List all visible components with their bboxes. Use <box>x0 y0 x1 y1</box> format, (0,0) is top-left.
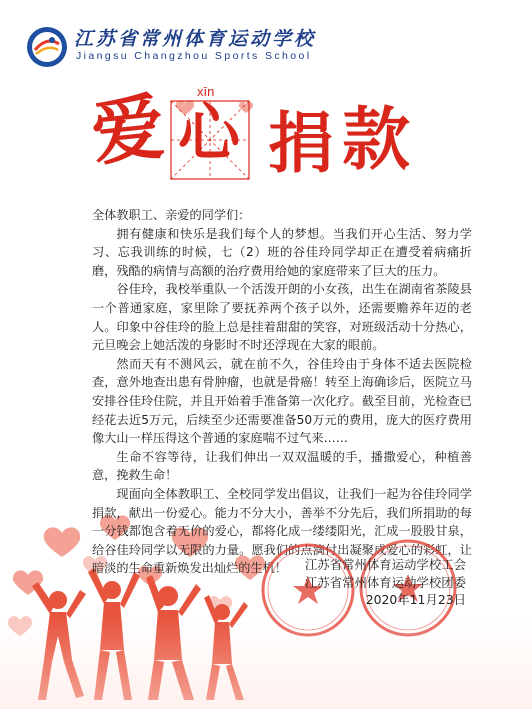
letter-paragraph-2: 谷佳玲，我校举重队一个活泼开朗的小女孩，出生在湖南省茶陵县一个普通家庭，家里除了要抚养两个孩子以外，还需要赡养年迈的老人。印象中谷佳玲的脸上总是挂着甜甜的笑容，对班级活动十分热心，元旦晚会上她活泼的身影时不时还浮现在大家的眼前。 <box>92 282 472 353</box>
signature-league: 江苏省常州体育运动学校团委 <box>304 574 466 590</box>
school-name-en: Jiangsu Changzhou Sports School <box>76 50 312 62</box>
letter-body <box>92 206 472 578</box>
letter-paragraph-5: 现面向全体教职工、全校同学发出倡议，让我们一起为谷佳玲同学捐款，献出一份爱心。能力不分大小，善举不分先后，我们所捐助的每一分钱都饱含着无价的爱心，都将化成一缕缕阳光，汇成一股股甘泉，给谷佳玲同学以无限的力量。愿我们的点滴付出凝聚成爱心的彩虹，让暗淡的生命重新焕发出灿烂的生机！ <box>92 486 472 576</box>
letter-paragraph-1: 拥有健康和快乐是我们每个人的梦想。当我们开心生活、努力学习、忘我训练的时候，七（2）班的谷佳玲同学却正在遭受着病痛折磨，残酷的病情与高额的治疗费用给她的家庭带来了巨大的压力。 <box>92 226 472 278</box>
title-char-ai: 爱 <box>87 83 169 176</box>
letter-paragraph-3: 然而天有不测风云，就在前不久，谷佳玲由于身体不适去医院检查，意外地查出患有骨肿瘤，也就是骨癌！转至上海确诊后，医院立马安排谷佳玲住院，并且开始着手准备第一次化疗。截至目前，光检查已经花去近5万元，后续至少还需要准备50万元的费用，庞大的医疗费用像大山一样压得这个普通的家庭喘不过气来…… <box>92 356 472 446</box>
title-char-juan: 捐 <box>268 104 334 182</box>
title-char-xin: 心 <box>178 96 241 169</box>
title-char-kuan: 款 <box>342 100 411 180</box>
school-name-cn: 江苏省常州体育运动学校 <box>74 28 317 50</box>
title-banner <box>87 83 432 186</box>
signature-date: 2020年11月23日 <box>365 592 466 608</box>
letter-greeting: 全体教职工、亲爱的同学们： <box>92 208 251 222</box>
signature-union: 江苏省常州体育运动学校工会 <box>304 557 466 572</box>
title-pinyin: xīn <box>197 84 215 99</box>
letter-paragraph-4: 生命不容等待，让我们伸出一双双温暖的手，播撒爱心，种植善意，挽救生命！ <box>92 449 472 483</box>
bottom-fade <box>0 619 532 709</box>
signature-block <box>305 556 466 609</box>
